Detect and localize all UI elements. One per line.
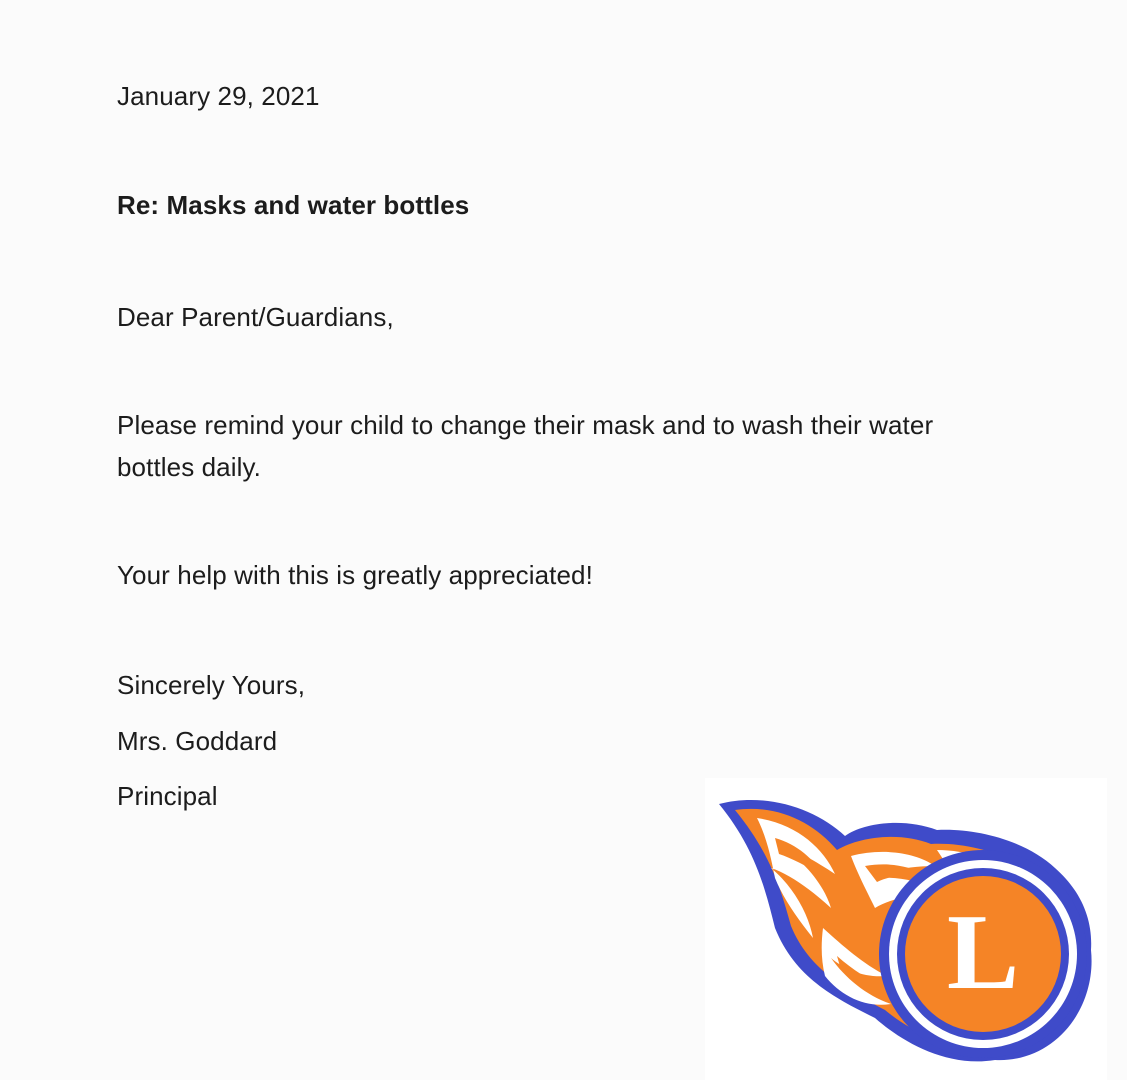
logo-letter: L [946, 893, 1020, 1012]
school-logo [705, 778, 1107, 1080]
letter-closing: Sincerely Yours, [117, 670, 306, 700]
letter-body-paragraph-1: Please remind your child to change their mask and to wash their water bottles daily. [117, 410, 934, 482]
flaming-ball-logo-icon [705, 778, 1107, 1080]
letter-salutation: Dear Parent/Guardians, [117, 302, 394, 332]
letter-body-paragraph-2: Your help with this is greatly appreciated! [117, 560, 593, 590]
signer-name: Mrs. Goddard [117, 726, 278, 756]
letter-subject: Re: Masks and water bottles [117, 190, 470, 220]
signer-title: Principal [117, 781, 218, 811]
letter-date: January 29, 2021 [117, 81, 320, 111]
